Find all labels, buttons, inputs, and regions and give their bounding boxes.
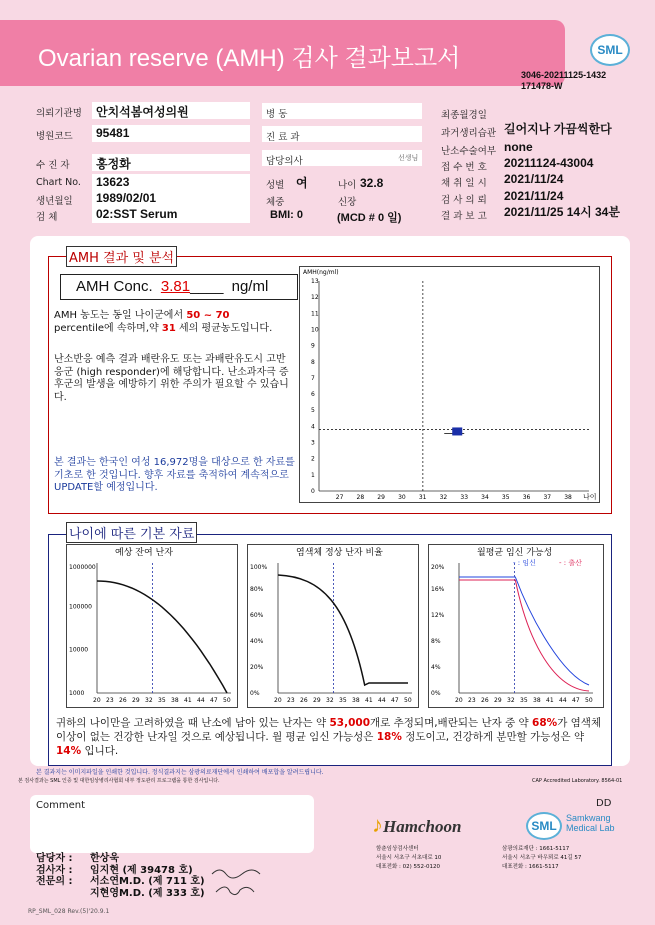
chart-x-tick: 35 — [339, 697, 347, 704]
info-right-label: 검 사 의 뢰 — [441, 195, 487, 206]
chart-x-tick: 32 — [507, 697, 515, 704]
chart-x-tick: 20 — [274, 697, 282, 704]
weight-label: 체중 — [266, 197, 285, 208]
chart-x-tick: 29 — [132, 697, 140, 704]
chart-y-tick: 40% — [250, 638, 264, 645]
info-right-label: 결 과 보 고 — [441, 211, 487, 222]
info-right-value: 길어지나 가끔씩한다 — [504, 122, 612, 136]
chart-y-tick: 20% — [250, 664, 264, 671]
sex-value: 여 — [296, 176, 308, 190]
amh-x-tick: 31 — [418, 494, 427, 501]
amh-y-tick: 12 — [311, 294, 319, 302]
pregnancy-chart — [428, 544, 604, 708]
amh-response-text: 난소반응 예측 결과 배란유도 또는 과배란유도시 고반응군 (high responder)에 해당합니다. 난소과자극 증후군의 발생을 예방하기 위한 주의가 필요할 수 있습니다. — [54, 354, 289, 403]
amh-y-tick: 10 — [311, 326, 319, 334]
request-number: 3046-20211125-1432 171478-W — [521, 70, 607, 91]
info-right-value: 20211124-43004 — [504, 156, 594, 170]
amh-y-tick: 7 — [311, 374, 315, 382]
info-right-value: 2021/11/25 14시 34분 — [504, 205, 620, 219]
chart-x-tick: 50 — [223, 697, 231, 704]
page-title: Ovarian reserve (AMH) 검사 결과보고서 — [38, 45, 461, 72]
chart-x-tick: 23 — [106, 697, 114, 704]
sml-info: 삼광의료재단 : 1661-5117 서울시 서초구 바우뫼로 41길 57 대표전화 : 1661-5117 — [502, 846, 582, 870]
amh-conc-label: AMH Conc. — [76, 278, 153, 295]
chart-x-tick: 26 — [119, 697, 127, 704]
sml-logo-footer: SML — [526, 812, 562, 840]
chart-y-tick: 8% — [431, 638, 441, 645]
chart-title: 월평균 임신 가능성 — [477, 548, 553, 558]
amh-conc-unit: ng/ml — [231, 278, 269, 295]
amh-x-tick: 29 — [377, 494, 385, 501]
age-label: 나이 — [338, 180, 357, 191]
amh-data-note: 본 결과는 한국인 여성 16,972명을 대상으로 한 자료를 기초로 한 것입니다. 향후 자료를 축적하여 계속적으로 UPDATE할 예정입니다. — [54, 457, 295, 493]
info-left-value: 안치석봄여성의원 — [96, 105, 189, 119]
amh-x-tick: 30 — [398, 494, 406, 501]
chart-x-tick: 38 — [352, 697, 360, 704]
amh-x-label: 나이 — [583, 493, 597, 501]
amh-x-tick: 34 — [481, 494, 489, 501]
chart-x-tick: 44 — [378, 697, 386, 704]
chart-y-tick: 10000 — [69, 646, 89, 654]
info-left-label: Chart No. — [36, 177, 81, 188]
info-left-label: 수 진 자 — [36, 160, 70, 171]
info-left-label: 검 체 — [36, 212, 58, 223]
sml-logo: SML — [590, 34, 630, 66]
staff-labels: 담당자 : 검사자 : 전문의 : — [36, 853, 73, 887]
doctor-label: 담당의사 — [266, 156, 303, 167]
amh-y-tick: 13 — [311, 278, 319, 285]
dept-label: 진 료 과 — [266, 132, 300, 143]
oocyte-curve — [97, 581, 227, 693]
amh-point — [452, 427, 462, 435]
info-right-label: 과거생리습관 — [441, 128, 497, 139]
image-print-note: 본 결과지는 이미지파일을 인쇄한 것입니다. 정식결과지는 삼광의료재단에서 인쇄하여 배포합을 알려드립니다. — [36, 769, 324, 776]
chart-y-tick: 1000 — [69, 690, 85, 697]
chart-y-tick: 16% — [431, 586, 445, 593]
chart-x-tick: 35 — [520, 697, 528, 704]
amh-conc-value: 3.81 — [160, 278, 191, 295]
info-left-value: 95481 — [96, 126, 130, 140]
info-right-value: 2021/11/24 — [504, 189, 564, 203]
amh-conc-blank: ____ — [190, 278, 224, 295]
chart-y-tick: 20% — [431, 564, 445, 571]
sex-label: 성별 — [266, 180, 285, 191]
sml-name: Samkwang Medical Lab — [566, 813, 615, 833]
info-right-label: 접 수 번 호 — [441, 162, 487, 173]
hamchoon-logo: ♪Hamchoon — [372, 812, 462, 837]
legend-birth: - : 출산 — [559, 559, 582, 567]
chart-x-tick: 35 — [158, 697, 166, 704]
chart-x-tick: 29 — [494, 697, 502, 704]
amh-percentile-text: AMH 농도는 동일 나이군에서 50 ~ 70 percentile에 속하며,약 31 세의 평균농도입니다. — [54, 310, 273, 334]
chart-y-tick: 60% — [250, 612, 264, 619]
amh-y-tick: 3 — [311, 439, 315, 447]
chromosome-curve — [278, 575, 408, 685]
chart-x-tick: 50 — [404, 697, 412, 704]
chart-x-tick: 41 — [365, 697, 373, 704]
amh-chart-ylabel: AMH(ng/ml) — [303, 269, 339, 276]
signature-image — [210, 864, 266, 900]
chart-x-tick: 47 — [391, 697, 399, 704]
chart-x-tick: 38 — [533, 697, 541, 704]
chart-x-tick: 41 — [546, 697, 554, 704]
info-right-label: 최종월경일 — [441, 110, 487, 121]
oocyte-chart-marks — [69, 546, 231, 704]
ward-label: 병 동 — [266, 109, 288, 120]
doctor-suffix: 선생님 — [398, 154, 419, 162]
amh-x-tick: 35 — [501, 494, 510, 501]
mcd-value: (MCD # 0 일) — [337, 212, 402, 224]
comment-label: Comment — [36, 800, 85, 811]
info-left-value: 02:SST Serum — [96, 207, 178, 221]
chart-y-tick: 1000000 — [69, 564, 96, 571]
oocyte-chart — [66, 544, 238, 708]
chart-x-tick: 23 — [287, 697, 295, 704]
chart-y-tick: 4% — [431, 664, 441, 671]
height-label: 신장 — [338, 197, 357, 208]
chart-x-tick: 44 — [197, 697, 205, 704]
amh-x-tick: 36 — [522, 494, 531, 501]
pregnancy-curve — [459, 577, 589, 685]
amh-y-tick: 2 — [311, 455, 315, 463]
amh-x-tick: 27 — [335, 494, 344, 501]
chart-x-tick: 50 — [585, 697, 593, 704]
chart-y-tick: 12% — [431, 612, 445, 619]
birth-curve — [459, 580, 589, 691]
info-left-value: 1989/02/01 — [96, 191, 157, 205]
chart-x-tick: 26 — [481, 697, 489, 704]
age-section-title: 나이에 따른 기본 자료 — [66, 522, 197, 543]
chart-x-tick: 20 — [93, 697, 101, 704]
pregnancy-chart-marks — [431, 546, 593, 704]
info-left-label: 의뢰기관명 — [36, 108, 82, 119]
info-right-label: 난소수술여부 — [441, 146, 497, 157]
info-left-value: 13623 — [96, 175, 130, 189]
chart-y-tick: 0% — [431, 690, 441, 697]
amh-section-title: AMH 결과 및 분석 — [66, 246, 177, 267]
chart-title: 예상 잔여 난자 — [115, 548, 173, 558]
info-left-value: 홍정화 — [96, 157, 131, 171]
chart-y-tick: 80% — [250, 586, 264, 593]
chart-y-tick: 100000 — [69, 603, 92, 611]
amh-x-tick: 37 — [543, 494, 552, 501]
amh-chart-frame — [300, 267, 600, 503]
chart-x-tick: 44 — [559, 697, 567, 704]
amh-x-tick: 38 — [564, 494, 572, 501]
amh-x-tick: 32 — [439, 494, 448, 501]
chart-x-tick: 32 — [326, 697, 334, 704]
chromosome-chart-marks — [250, 546, 412, 704]
amh-y-tick: 11 — [311, 310, 319, 318]
amh-y-tick: 5 — [311, 407, 315, 415]
amh-y-tick: 1 — [311, 471, 315, 479]
info-right-label: 채 취 일 시 — [441, 178, 487, 189]
chart-y-tick: 0% — [250, 690, 260, 697]
chart-x-tick: 47 — [210, 697, 218, 704]
certification-note: 본 검사결과는 SML 인증 및 대한임상병리사협회 내부 정도관리 프로그램을 통한 검사입니다. — [18, 778, 220, 784]
age-value: 32.8 — [360, 176, 384, 190]
amh-x-tick: 28 — [356, 494, 365, 501]
info-right-value: 2021/11/24 — [504, 172, 564, 186]
info-left-label: 생년월일 — [36, 196, 73, 207]
chart-x-tick: 29 — [313, 697, 321, 704]
chart-x-tick: 47 — [572, 697, 580, 704]
chart-y-tick: 100% — [250, 564, 268, 571]
info-left-label: 병원코드 — [36, 131, 73, 142]
chromosome-chart — [247, 544, 419, 708]
amh-x-tick: 33 — [460, 494, 469, 501]
chart-x-tick: 41 — [184, 697, 192, 704]
amh-y-tick: 0 — [311, 488, 315, 495]
chart-x-tick: 32 — [145, 697, 153, 704]
age-summary-text: 귀하의 나이만을 고려하였을 때 난소에 남아 있는 난자는 약 53,000개로 추정되며,배란되는 난자 중 약 68%가 염색체 이상이 없는 건강한 난자일 것으로 예상됩니다. 월 평균 임신 가능성은 18% 정도이고, 건강하게 분만할 가능성은 약 14% 입니다. — [56, 717, 602, 757]
amh-y-tick: 8 — [311, 358, 315, 366]
info-right-value: none — [504, 140, 533, 154]
cap-note: CAP Accredited Laboratory. 8564-01 — [532, 778, 623, 784]
amh-chart — [299, 266, 600, 503]
chart-x-tick: 26 — [300, 697, 308, 704]
dd-mark: DD — [596, 798, 612, 809]
staff-names: 한상욱 임지현 (제 39478 호) 서소연M.D. (제 711 호) 지현영M.D. (제 333 호) — [90, 853, 205, 899]
chart-title: 염색체 정상 난자 비율 — [296, 548, 383, 558]
amh-conc-box — [60, 274, 298, 300]
amh-y-tick: 4 — [311, 423, 315, 431]
chart-x-tick: 23 — [468, 697, 476, 704]
bmi-value: BMI: 0 — [270, 209, 303, 221]
hamchoon-info: 함춘임상검사센터 서울시 서초구 서초대로 10 대표전화 : 02) 552-0120 — [376, 846, 442, 870]
chart-x-tick: 38 — [171, 697, 179, 704]
chart-x-tick: 20 — [455, 697, 463, 704]
amh-y-tick: 6 — [311, 391, 315, 399]
legend-pregnancy: - : 임신 — [513, 559, 536, 567]
amh-y-tick: 9 — [311, 342, 315, 350]
form-code: RP_SML_028 Rev.(5)'20.9.1 — [28, 908, 110, 915]
